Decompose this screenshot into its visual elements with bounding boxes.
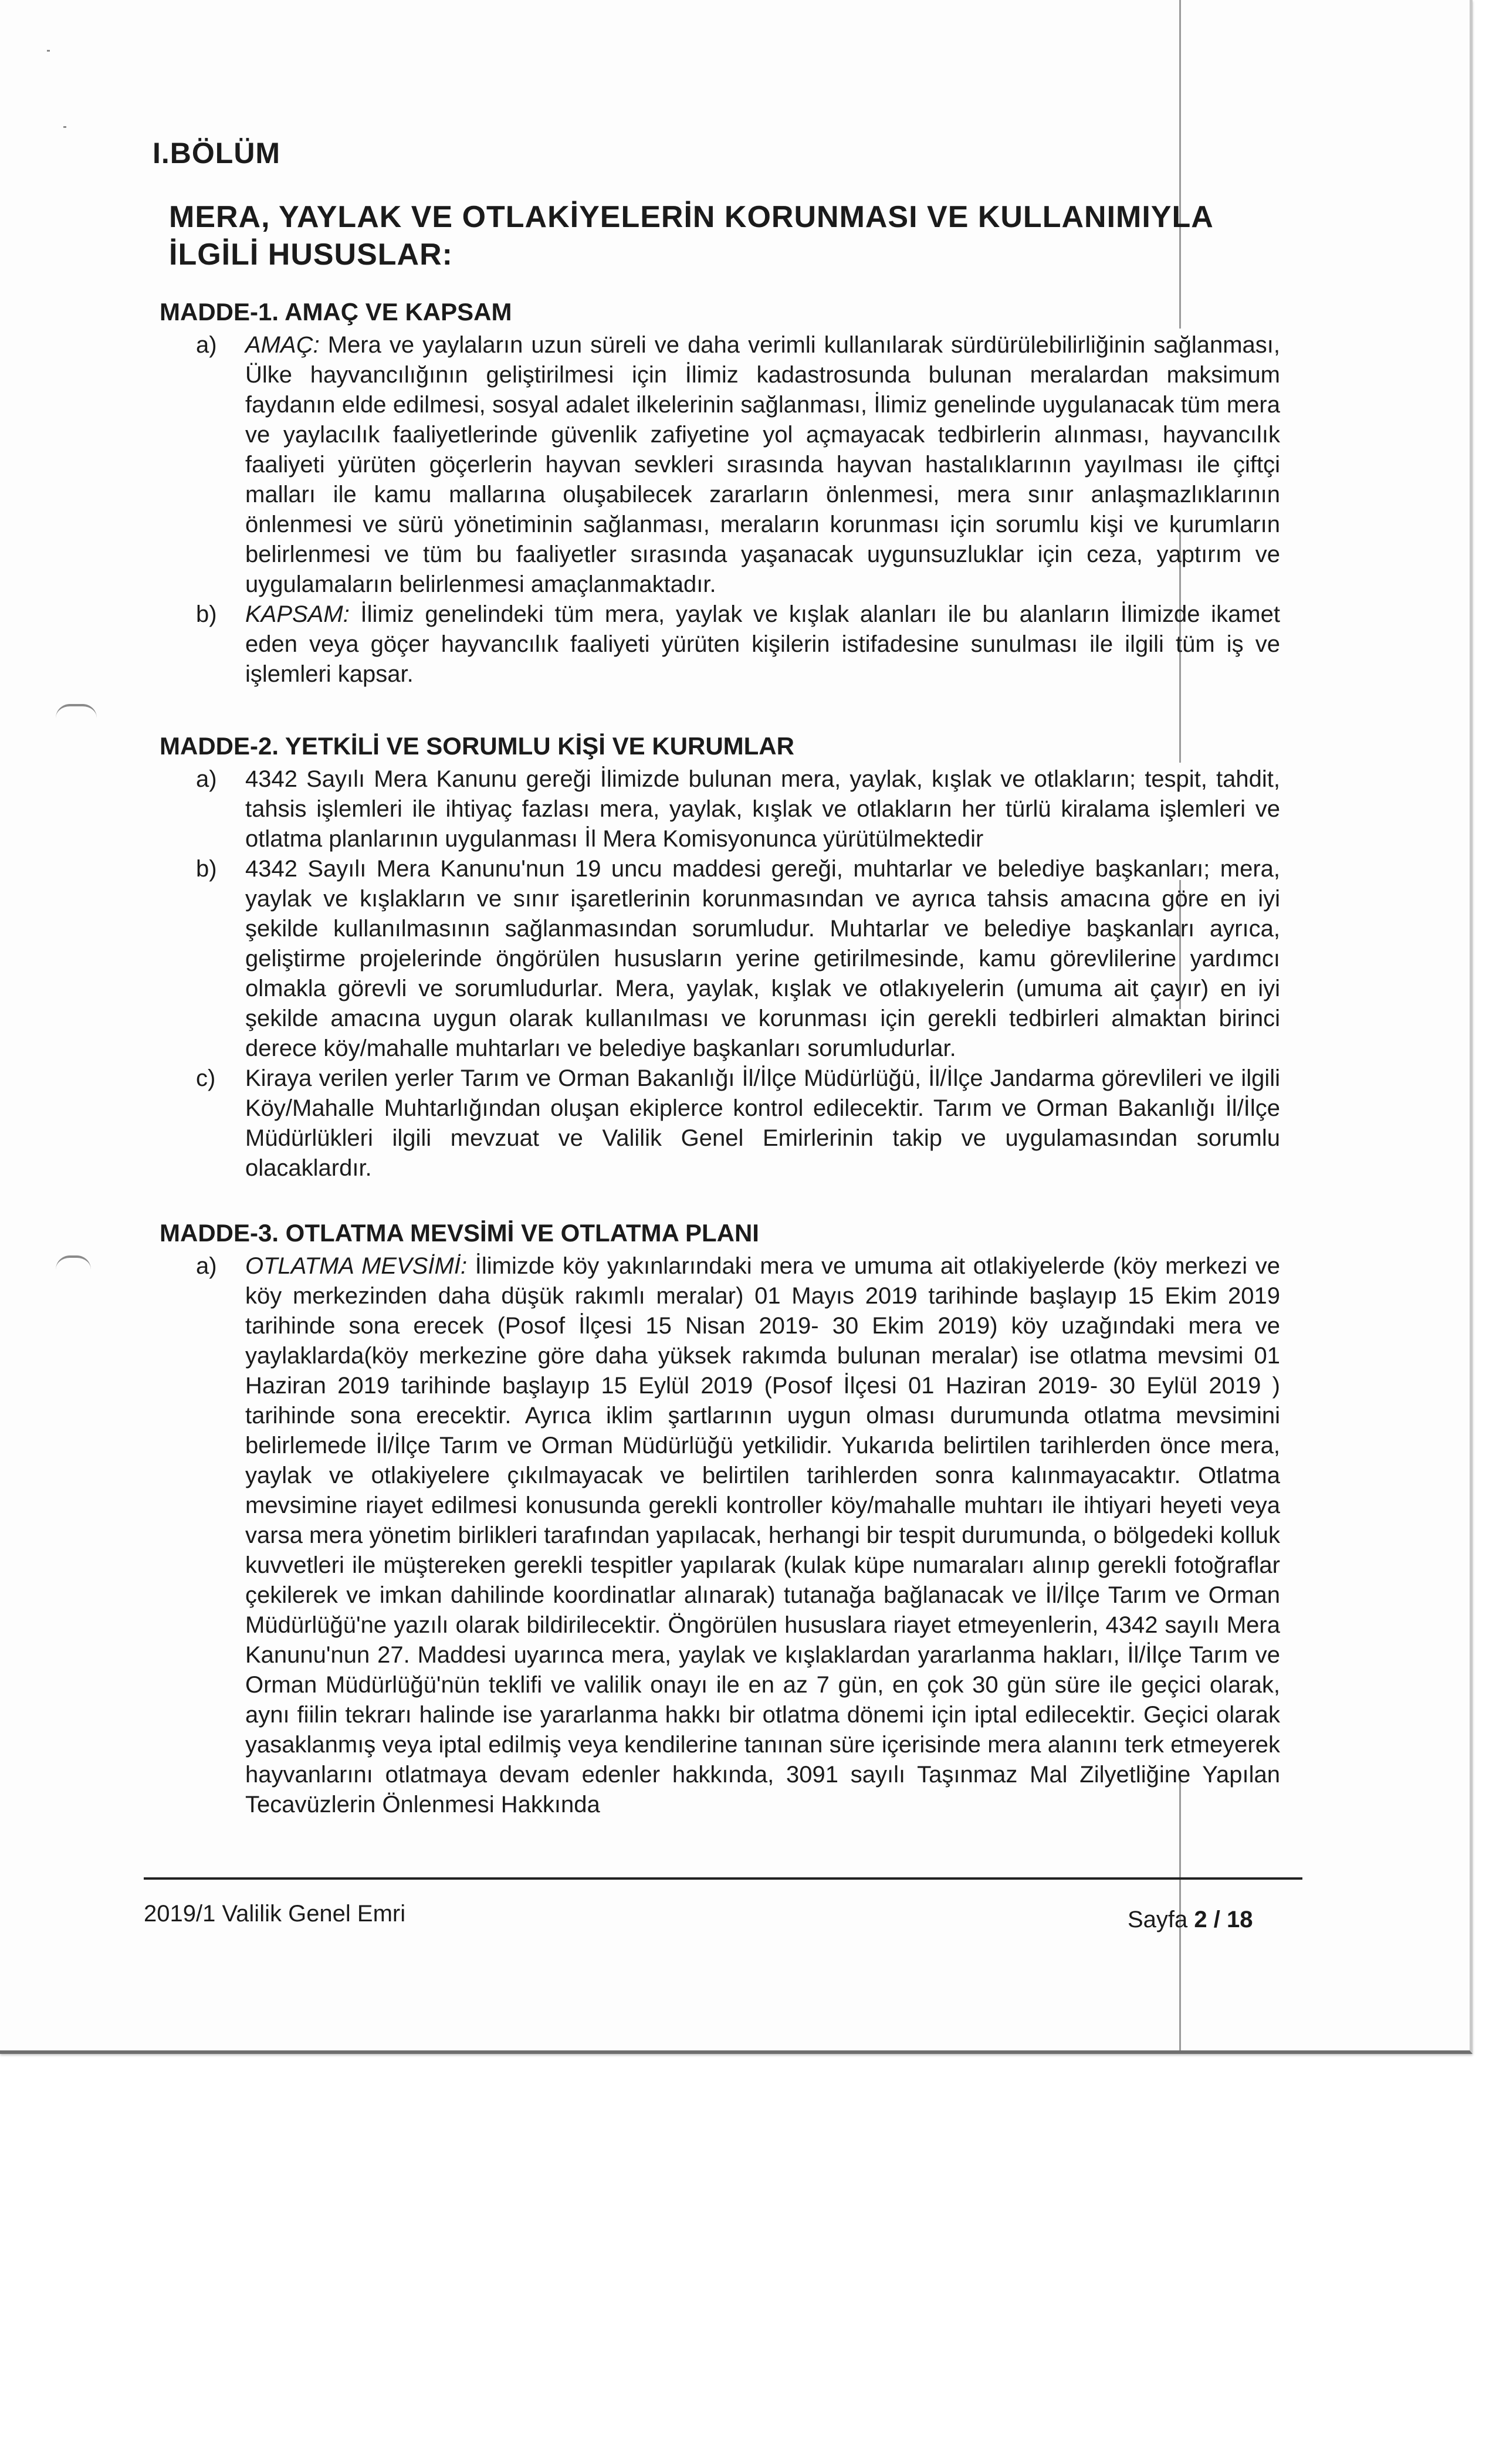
article-heading: MADDE-3. OTLATMA MEVSİMİ VE OTLATMA PLANI	[160, 1219, 759, 1247]
fold-line	[1179, 0, 1181, 329]
item-body: Mera ve yaylaların uzun süreli ve daha verimli kullanılarak sürdürülebilirliğinin sağlanması, Ülke hayvancılığının geliştirilmesi için İlimiz kadastrosunda bulunan meralardan maksimum faydanın elde edilmesi, sosyal adalet ilkelerinin sağlanması, İlimiz genelinde uygulanacak tüm mera ve yaylacılık faaliyetlerinde güvenlik zafiyetine yol açmayacak tedbirlerin alınması, hayvancılık faaliyeti yürüten göçerlerin hayvan sevkleri sırasında hayvan hastalıklarının yayılması ile çiftçi malları ile kamu mallarına oluşabilecek zararların önlenmesi, mera sınır anlaşmazlıklarının önlenmesi ve sürü yönetiminin sağlanması, meraların korunması için sorumlu kişi ve kurumların belirlenmesi ve tüm bu faaliyetler sırasında yaşanacak uygunsuzluklar için ceza, yaptırım ve uygulamaların belirlenmesi amaçlanmaktadır.	[245, 332, 1280, 597]
item-marker: a)	[196, 332, 217, 358]
footer-page-number	[1128, 1907, 1253, 1933]
item-text: 4342 Sayılı Mera Kanunu gereği İlimizde bulunan mera, yaylak, kışlak ve otlakların; tespit, tahdit, tahsis işlemleri ile ihtiyaç fazlası mera, yaylak, kışlak ve otlakların her türlü kiralama işlemleri ve otlatma planlarının uygulanması İl Mera Komisyonunca yürütülmektedir	[245, 766, 1280, 852]
item-text	[245, 330, 1280, 600]
footer-divider	[144, 1877, 1302, 1880]
scan-speck	[47, 50, 50, 52]
item-marker: b)	[196, 856, 217, 882]
article-item-a	[160, 1251, 1280, 1820]
item-text: 4342 Sayılı Mera Kanunu'nun 19 uncu maddesi gereği, muhtarlar ve belediye başkanları; mera, yaylak ve kışlakların ve sınır işaretlerinin korunmasından ve ayrıca tahsis amacına göre en iyi şekilde kullanılmasının sağlanmasından sorumludur. Muhtarlar ve belediye başkanları ayrıca, geliştirme projelerinde öngörülen hususların yerine getirilmesinde, kamu görevlilerine yardımcı olmakla görevli ve sorumludurlar. Mera, yaylak, kışlak ve otlakıyelerin (umuma ait çayır) en iyi şekilde amacına uygun olarak kullanılması ve korunması için gerekli tedbirleri almaktan birinci derece köy/mahalle muhtarları ve belediye başkanları sorumludurlar.	[245, 856, 1280, 1061]
footer-document-name: 2019/1 Valilik Genel Emri	[144, 1901, 406, 1927]
scan-speck	[63, 126, 66, 128]
article-2	[160, 730, 1280, 1183]
article-item-b	[160, 600, 1280, 689]
item-text	[245, 1251, 1280, 1820]
article-heading: MADDE-1. AMAÇ VE KAPSAM	[160, 298, 512, 326]
article-item-a	[160, 764, 1280, 854]
article-heading: MADDE-2. YETKİLİ VE SORUMLU KİŞİ VE KURUMLAR	[160, 732, 794, 760]
article-item-c	[160, 1064, 1280, 1183]
item-text	[245, 600, 1280, 689]
punch-hole-mark	[56, 1255, 91, 1270]
section-title: I.BÖLÜM	[153, 137, 281, 170]
item-label: OTLATMA MEVSİMİ:	[245, 1253, 468, 1279]
article-item-b	[160, 854, 1280, 1064]
article-item-a	[160, 330, 1280, 600]
item-label: AMAÇ:	[245, 332, 320, 358]
article-3	[160, 1217, 1280, 1820]
punch-hole-mark	[56, 704, 97, 718]
item-marker: b)	[196, 601, 217, 627]
page-label: Sayfa	[1128, 1907, 1194, 1932]
item-marker: c)	[196, 1065, 216, 1091]
item-body: İlimiz genelindeki tüm mera, yaylak ve kışlak alanları ile bu alanların İlimizde ikamet eden veya göçer hayvancılık faaliyeti yürüten kişilerin istifadesine sunulması ile ilgili tüm iş ve işlemleri kapsar.	[245, 601, 1280, 687]
page-title: MERA, YAYLAK VE OTLAKİYELERİN KORUNMASI VE KULLANIMIYLA İLGİLİ HUSUSLAR:	[169, 200, 1213, 272]
item-body: İlimizde köy yakınlarındaki mera ve umuma ait otlakiyelerde (köy merkezi ve köy merkezinden daha düşük rakımlı meralar) 01 Mayıs 2019 tarihinde başlayıp 15 Ekim 2019 tarihinde sona erecek (Posof İlçesi 15 Nisan 2019- 30 Ekim 2019) köy uzağındaki mera ve yaylaklarda(köy merkezine göre daha yüksek rakımda bulunan meralar) ise otlatma mevsimi 01 Haziran 2019 tarihinde başlayıp 15 Eylül 2019 (Posof İlçesi 01 Haziran 2019- 30 Eylül 2019 ) tarihinde sona erecektir. Ayrıca iklim şartlarının uygun olması durumunda otlatma mevsimini belirlemede İl/İlçe Tarım ve Orman Müdürlüğü yetkilidir. Yukarıda belirtilen tarihlerden önce mera, yaylak ve otlakiyelere çıkılmayacak ve belirtilen tarihlerden sonra kalınmayacaktır. Otlatma mevsimine riayet edilmesi konusunda gerekli kontroller köy/mahalle muhtarı ile ihtiyari heyeti veya varsa mera yönetim birlikleri tarafından yapılacak, herhangi bir tespit durumunda, o bölgedeki kolluk kuvvetleri ile müştereken gerekli tespitler yapılarak (kulak küpe numaraları alınıp gerekli fotoğraflar çekilerek ve imkan dahilinde koordinatlar alınarak) tutanağa bağlanacak ve İl/İlçe Tarım ve Orman Müdürlüğü'ne yazılı olarak bildirilecektir. Öngörülen hususlara riayet etmeyenlerin, 4342 sayılı Mera Kanunu'nun 27. Maddesi uyarınca mera, yaylak ve kışlaklardan yararlanma hakları, İl/İlçe Tarım ve Orman Müdürlüğü'nün teklifi ve valilik onayı ile en az 7 gün, en çok 30 gün süre ile geçici olarak, aynı fiilin tekrarı halinde ise yararlanma hakkı bir otlatma dönemi için iptal edilecektir. Geçici olarak yasaklanmış veya iptal edilmiş veya kendilerine tanınan süre içerisinde mera alanını terk etmeyerek hayvanlarını otlatmaya devam edenler hakkında, 3091 sayılı Taşınmaz Mal Zilyetliğine Yapılan Tecavüzlerin Önlenmesi Hakkında	[245, 1253, 1281, 1817]
item-label: KAPSAM:	[245, 601, 350, 627]
item-marker: a)	[196, 766, 217, 792]
item-marker: a)	[196, 1253, 217, 1279]
article-1	[160, 296, 1280, 689]
page-count: 2 / 18	[1194, 1907, 1253, 1932]
item-text: Kiraya verilen yerler Tarım ve Orman Bakanlığı İl/İlçe Müdürlüğü, İl/İlçe Jandarma görevlileri ve ilgili Köy/Mahalle Muhtarlığından oluşan ekiplerce kontrol edilecektir. Tarım ve Orman Bakanlığı İl/İlçe Müdürlükleri ilgili mevzuat ve Valilik Genel Emirlerinin takip ve uygulamasından sorumlu olacaklardır.	[245, 1065, 1280, 1181]
